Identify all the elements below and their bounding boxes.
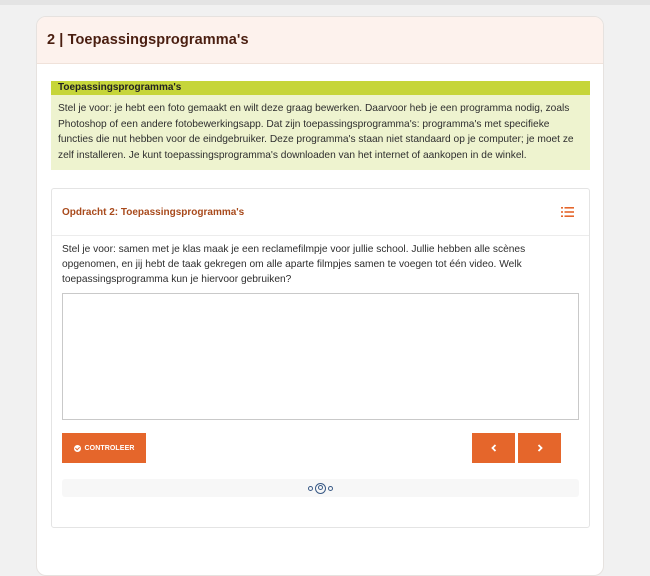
info-box <box>51 81 590 170</box>
assignment-panel <box>51 188 590 528</box>
check-circle-icon <box>74 445 81 452</box>
pagination-dot[interactable] <box>328 486 333 491</box>
info-title: Toepassingsprogramma's <box>51 81 590 95</box>
top-bar <box>0 0 650 5</box>
chevron-left-icon <box>489 443 499 453</box>
chevron-right-icon <box>535 443 545 453</box>
assignment-title: Opdracht 2: Toepassingsprogramma's <box>62 206 245 218</box>
next-button[interactable] <box>518 433 561 463</box>
check-button[interactable] <box>62 433 146 463</box>
previous-button[interactable] <box>472 433 515 463</box>
pagination-dot[interactable] <box>308 486 313 491</box>
list-icon[interactable] <box>561 206 574 218</box>
assignment-header <box>52 189 589 236</box>
page-title: 2 | Toepassingsprogramma's <box>47 32 249 48</box>
answer-field[interactable] <box>62 293 579 420</box>
assignment-question: Stel je voor: samen met je klas maak je een reclamefilmpje voor jullie school. Jullie hebben alle scènes opgenomen, en jij hebt de taak gekregen om alle aparte filmpjes samen te voegen tot één video. Welk toepassingsprogramma kun je hiervoor gebruiken? <box>62 244 526 286</box>
pagination-dot-active[interactable] <box>315 483 326 494</box>
pagination <box>62 479 579 497</box>
check-button-label: CONTROLEER <box>84 444 135 452</box>
lesson-header <box>37 17 603 64</box>
info-text: Stel je voor: je hebt een foto gemaakt en wilt deze graag bewerken. Daarvoor heb je een programma nodig, zoals Photoshop of een andere fotobewerkingsapp. Dat zijn toepassingsprogramma's: programma's met specifieke functies die nut hebben voor de eindgebruiker. Deze programma's staan niet standaard op je computer; je moet ze zelf installeren. Je kunt toepassingsprogramma's downloaden van het internet of aankopen in de winkel. <box>58 103 574 161</box>
lesson-card <box>36 16 604 576</box>
